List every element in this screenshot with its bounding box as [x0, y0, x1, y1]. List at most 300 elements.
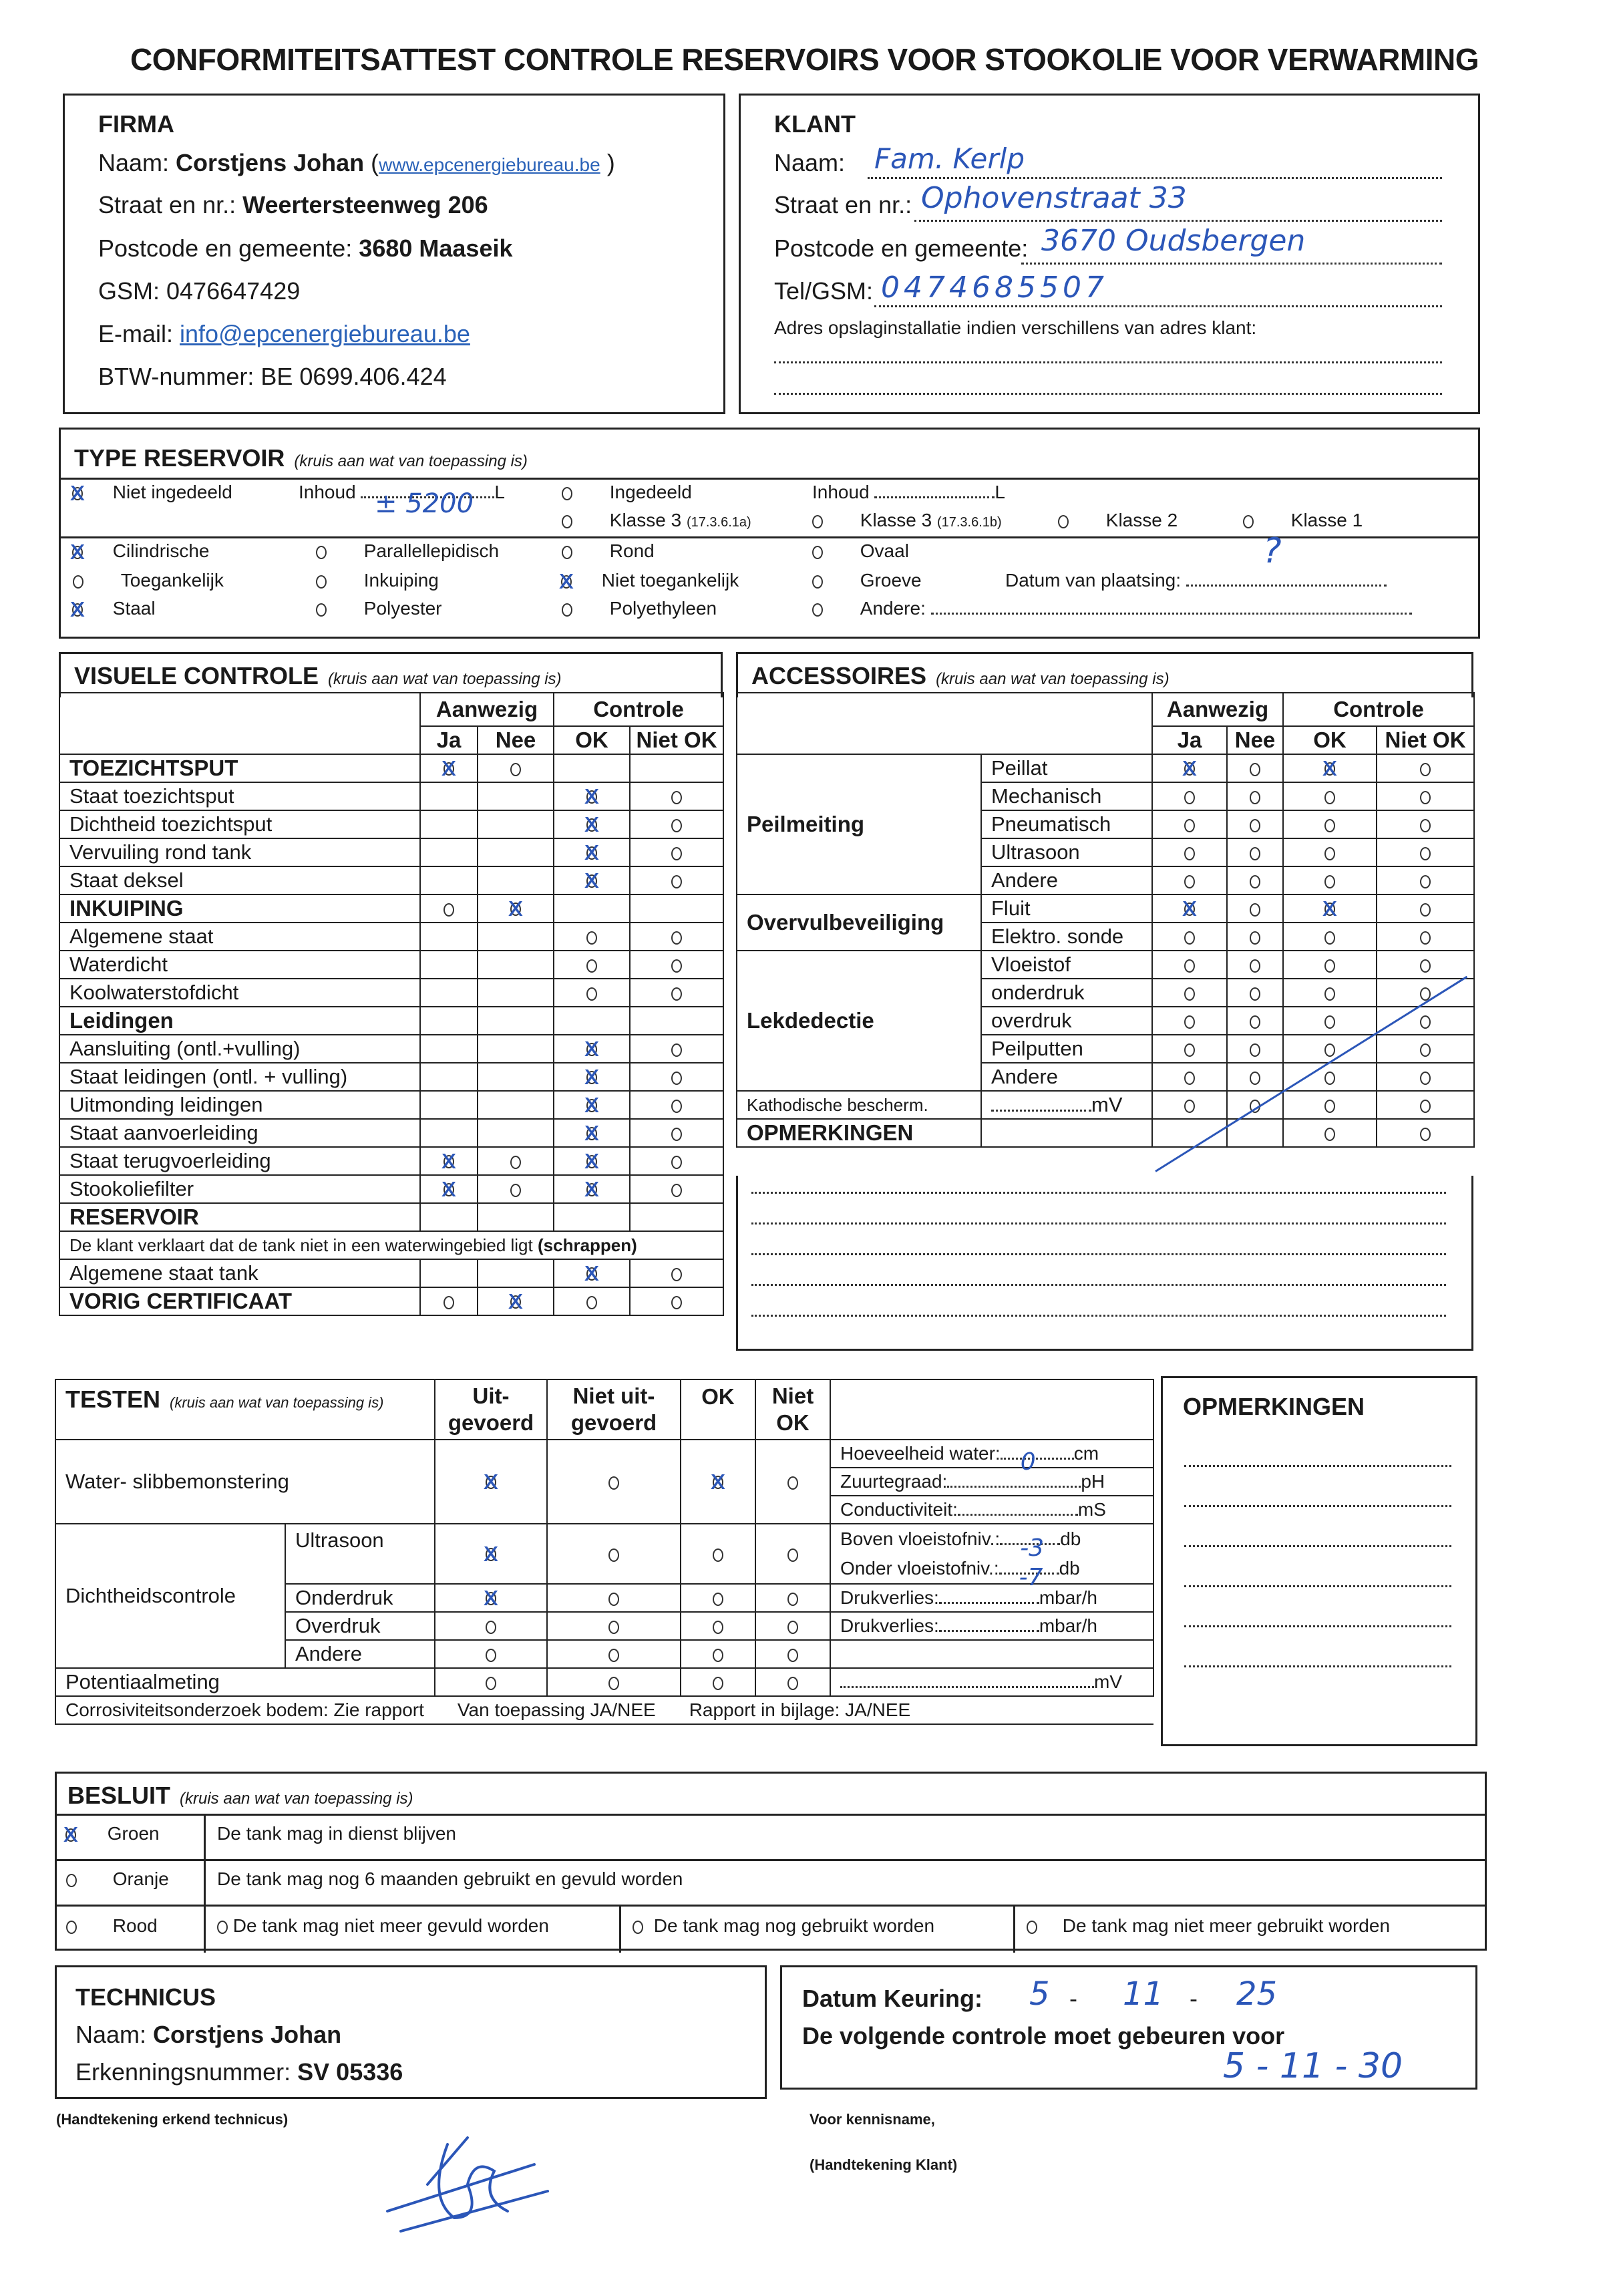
- besluit-rood-option[interactable]: Rood: [66, 1915, 158, 1937]
- uitgevoerd-checked[interactable]: x: [483, 1537, 499, 1569]
- ok-radio[interactable]: [1324, 847, 1335, 860]
- divider: [57, 1905, 1485, 1907]
- potentiaal-input[interactable]: mV: [830, 1668, 1153, 1696]
- vc-row-label: Uitmonding leidingen: [59, 1091, 420, 1119]
- niet-ok-radio[interactable]: [1420, 1043, 1431, 1057]
- acc-col-controle: Controle: [1283, 693, 1474, 726]
- nee-radio[interactable]: [1250, 1072, 1260, 1085]
- ok-radio[interactable]: [1324, 1015, 1335, 1029]
- ok-radio[interactable]: [1324, 791, 1335, 804]
- ja-radio[interactable]: [1184, 1100, 1195, 1113]
- klasse3b-option[interactable]: Klasse 3 (17.3.6.1b): [812, 510, 1002, 531]
- rood-option-3-radio[interactable]: [1027, 1921, 1037, 1934]
- acc-opmerkingen-label: OPMERKINGEN: [737, 1119, 981, 1147]
- keuring-dag[interactable]: 5: [1029, 1975, 1050, 2013]
- opmerkingen-line[interactable]: [1184, 1465, 1451, 1467]
- ja-checked[interactable]: x: [441, 752, 457, 783]
- opmerkingen-box: [1161, 1376, 1477, 1746]
- nee-radio[interactable]: [1250, 847, 1260, 860]
- klasse2-radio[interactable]: [1058, 515, 1069, 528]
- keuring-box: [780, 1965, 1477, 2090]
- ja-radio[interactable]: [1184, 1043, 1195, 1057]
- kennisname-label: Voor kennisname,: [810, 2111, 935, 2128]
- firma-email-link[interactable]: info@epcenergiebureau.be: [180, 320, 470, 347]
- uitgevoerd-radio[interactable]: [486, 1649, 496, 1662]
- cilindrische-option[interactable]: x Cilindrische: [66, 540, 210, 564]
- groen-checkbox[interactable]: x: [63, 1817, 79, 1848]
- page-title: CONFORMITEITSATTEST CONTROLE RESERVOIRS VOOR STOOKOLIE VOOR VERWARMING: [130, 42, 1479, 77]
- niet-ok-radio[interactable]: [1420, 1128, 1431, 1141]
- firma-postcode: Postcode en gemeente: 3680 Maaseik: [98, 234, 513, 262]
- ovaal-radio[interactable]: [812, 546, 823, 559]
- vc-row-label: Vervuiling rond tank: [59, 838, 420, 866]
- vc-row-label: Stookoliefilter: [59, 1175, 420, 1203]
- ja-checked[interactable]: x: [441, 1144, 457, 1176]
- niet-ok-radio[interactable]: [1420, 903, 1431, 917]
- drukverlies: Drukverlies: mbar/h: [830, 1612, 1153, 1640]
- keuring-maand[interactable]: 11: [1123, 1975, 1164, 2013]
- ok-checked[interactable]: x: [584, 808, 600, 839]
- testen-col-niet-uitgevoerd: Niet uit- gevoerd: [547, 1379, 681, 1440]
- ok-checked[interactable]: x: [584, 1144, 600, 1176]
- rond-option[interactable]: Rond: [562, 540, 655, 562]
- ja-checked[interactable]: x: [1182, 892, 1198, 923]
- ok-radio[interactable]: [1324, 1128, 1335, 1141]
- opmerkingen-line[interactable]: [751, 1315, 1446, 1317]
- opmerkingen-line[interactable]: [1184, 1505, 1451, 1507]
- ok-radio[interactable]: [1324, 987, 1335, 1001]
- besluit-groen-option[interactable]: x Groen: [59, 1823, 160, 1846]
- schrappen-link[interactable]: (schrappen): [537, 1235, 637, 1255]
- ok-checked[interactable]: x: [584, 1088, 600, 1120]
- nee-radio[interactable]: [1250, 819, 1260, 832]
- water-slibbemonstering-label: Water- slibbemonstering: [55, 1440, 435, 1524]
- testen-col-ok: OK: [681, 1379, 755, 1440]
- firma-gsm: GSM: 0476647429: [98, 277, 301, 305]
- dichtheid-row-label: Onderdruk: [285, 1584, 435, 1612]
- opmerkingen-line[interactable]: [751, 1284, 1446, 1286]
- divider: [619, 1905, 621, 1953]
- ja-radio[interactable]: [1184, 847, 1195, 860]
- niet-ok-radio[interactable]: [671, 1128, 682, 1141]
- datum-plaatsing-value: ?: [1263, 531, 1282, 571]
- table-row: [737, 1119, 1474, 1147]
- vc-row-label: Staat leidingen (ontl. + vulling): [59, 1063, 420, 1091]
- ok-checked[interactable]: x: [584, 836, 600, 867]
- klant-postcode-field[interactable]: 3670 Oudsbergen: [1041, 224, 1306, 258]
- test-value-input[interactable]: -7: [999, 1573, 1059, 1575]
- klasse1-radio[interactable]: [1243, 515, 1254, 528]
- firma-heading: FIRMA: [98, 110, 174, 138]
- test-value-input[interactable]: [939, 1630, 1039, 1632]
- niet-toegankelijk-checkbox[interactable]: x: [558, 564, 574, 595]
- datum-keuring: Datum Keuring:: [802, 1985, 982, 2012]
- niet-ok-radio[interactable]: [1420, 959, 1431, 973]
- dichtheid-row-label: Overdruk: [285, 1612, 435, 1640]
- klant-tel-line: [874, 305, 1442, 307]
- accessoires-heading: ACCESSOIRES (kruis aan wat van toepassing is): [751, 662, 1170, 689]
- ok-radio[interactable]: [1324, 1100, 1335, 1113]
- polyethyleen-radio[interactable]: [562, 603, 572, 617]
- ok-radio[interactable]: [713, 1593, 723, 1606]
- ja-radio[interactable]: [1184, 959, 1195, 973]
- uitgevoerd-checked[interactable]: x: [483, 1581, 499, 1613]
- klasse1-option[interactable]: Klasse 1: [1243, 510, 1363, 531]
- niet-uitgevoerd-radio[interactable]: [608, 1593, 619, 1606]
- nee-radio[interactable]: [1250, 987, 1260, 1001]
- besluit-heading: BESLUIT (kruis aan wat van toepassing is): [67, 1782, 413, 1809]
- polyethyleen-option[interactable]: Polyethyleen: [562, 598, 717, 619]
- acc-header-blank: [737, 693, 1152, 754]
- testen-table: [55, 1379, 1154, 1725]
- ja-radio[interactable]: [443, 903, 454, 917]
- divider: [61, 478, 1478, 480]
- table-row: [59, 951, 723, 979]
- ingedeeld-option[interactable]: Ingedeeld: [562, 482, 692, 503]
- datum-plaatsing-input[interactable]: [1186, 585, 1387, 587]
- andere-input[interactable]: [931, 613, 1412, 615]
- table-row: [59, 1287, 723, 1315]
- divider: [57, 1859, 1485, 1861]
- acc-item-label: Pneumatisch: [981, 810, 1152, 838]
- table-row: [59, 1091, 723, 1119]
- opmerkingen-line[interactable]: [751, 1222, 1446, 1224]
- vc-row-label: Dichtheid toezichtsput: [59, 810, 420, 838]
- niet-ok-radio[interactable]: [671, 791, 682, 804]
- ja-radio[interactable]: [443, 1296, 454, 1309]
- ok-radio[interactable]: [586, 959, 597, 973]
- opmerkingen-line[interactable]: [751, 1192, 1446, 1194]
- rood-option-1[interactable]: De tank mag niet meer gevuld worden: [217, 1915, 549, 1937]
- vc-row-label: Algemene staat: [59, 923, 420, 951]
- klasse3a-option[interactable]: Klasse 3 (17.3.6.1a): [562, 510, 751, 531]
- niet-ok-radio[interactable]: [671, 931, 682, 945]
- ok-radio[interactable]: [586, 987, 597, 1001]
- table-row: [59, 979, 723, 1007]
- ok-radio[interactable]: [1324, 1043, 1335, 1057]
- ok-radio[interactable]: [586, 1296, 597, 1309]
- klant-tel: Tel/GSM:: [774, 277, 874, 305]
- table-row: [59, 1035, 723, 1063]
- ok-radio[interactable]: [1324, 931, 1335, 945]
- rond-radio[interactable]: [562, 546, 572, 559]
- niet-ok-radio[interactable]: [671, 819, 682, 832]
- ovaal-option[interactable]: Ovaal: [812, 540, 909, 562]
- niet-uitgevoerd-radio[interactable]: [608, 1548, 619, 1562]
- nee-radio[interactable]: [1250, 1043, 1260, 1057]
- niet-uitgevoerd-radio[interactable]: [608, 1621, 619, 1634]
- acc-col-niet-ok: Niet OK: [1377, 726, 1474, 754]
- ingedeeld-radio[interactable]: [562, 487, 572, 500]
- groeve-radio[interactable]: [812, 575, 823, 589]
- uitgevoerd-checked[interactable]: x: [483, 1465, 499, 1496]
- klant-naam-field[interactable]: Fam. Kerlp: [874, 142, 1025, 175]
- nee-radio[interactable]: [1250, 763, 1260, 776]
- niet-ok-radio[interactable]: [671, 959, 682, 973]
- rood-option-1-radio[interactable]: [217, 1921, 228, 1934]
- acc-item-label: Ultrasoon: [981, 838, 1152, 866]
- vc-header-blank: [59, 693, 420, 754]
- niet-ingedeeld-checkbox[interactable]: x: [69, 476, 85, 507]
- opmerkingen-line[interactable]: [1184, 1625, 1451, 1627]
- andere-radio[interactable]: [812, 603, 823, 617]
- ok-radio[interactable]: [1324, 1072, 1335, 1085]
- table-row: [59, 838, 723, 866]
- groeve-option[interactable]: Groeve: [812, 570, 922, 591]
- test-value-input[interactable]: [939, 1602, 1039, 1604]
- uitgevoerd-radio[interactable]: [486, 1677, 496, 1690]
- klant-heading: KLANT: [774, 110, 856, 138]
- ok-radio[interactable]: [586, 931, 597, 945]
- technicus-signature: [374, 2118, 574, 2251]
- niet-ok-radio[interactable]: [671, 1100, 682, 1113]
- acc-item-label: Fluit: [981, 894, 1152, 923]
- table-row: [59, 894, 723, 923]
- ok-checked[interactable]: x: [584, 864, 600, 895]
- test-value-input[interactable]: [958, 1514, 1078, 1516]
- niet-ok-radio[interactable]: [787, 1677, 798, 1690]
- niet-ok-radio[interactable]: [1420, 1100, 1431, 1113]
- toegankelijk-option[interactable]: Toegankelijk: [73, 570, 224, 591]
- niet-ingedeeld-option[interactable]: x Niet ingedeeld: [66, 482, 232, 505]
- niet-ok-radio[interactable]: [671, 1072, 682, 1085]
- corrosie-row: Corrosiviteitsonderzoek bodem: Zie rapport Van toepassing JA/NEE Rapport in bijlage: JA/NEE: [55, 1696, 1153, 1724]
- acc-col-ja: Ja: [1152, 726, 1227, 754]
- niet-ok-radio[interactable]: [1420, 1072, 1431, 1085]
- oranje-radio[interactable]: [66, 1874, 77, 1887]
- niet-uitgevoerd-radio[interactable]: [608, 1476, 619, 1490]
- ja-radio[interactable]: [1184, 1015, 1195, 1029]
- nee-radio[interactable]: [510, 763, 521, 776]
- visuele-controle-box: [59, 652, 723, 697]
- rood-option-2[interactable]: De tank mag nog gebruikt worden: [633, 1915, 934, 1937]
- klant-tel-field[interactable]: 0474685507: [881, 271, 1108, 305]
- opmerkingen-line[interactable]: [751, 1253, 1446, 1255]
- klant-alt-address-line-2[interactable]: [774, 393, 1442, 395]
- niet-ok-radio[interactable]: [1420, 819, 1431, 832]
- van-toepassing[interactable]: Van toepassing JA/NEE: [457, 1699, 656, 1720]
- table-row: [59, 1259, 723, 1287]
- inkuiping-option[interactable]: Inkuiping: [316, 570, 439, 591]
- klant-alt-address-line-1[interactable]: [774, 361, 1442, 363]
- opmerkingen-line[interactable]: [1184, 1545, 1451, 1547]
- firma-btw: BTW-nummer: BE 0699.406.424: [98, 363, 447, 390]
- nee-checked[interactable]: x: [508, 1285, 524, 1316]
- klant-box: [739, 94, 1480, 414]
- parallellepidisch-radio[interactable]: [316, 546, 327, 559]
- vc-col-aanwezig: Aanwezig: [420, 693, 554, 726]
- klant-alt-address-label: Adres opslaginstallatie indien verschillens van adres klant:: [774, 317, 1257, 338]
- niet-ok-radio[interactable]: [1420, 763, 1431, 776]
- technicus-box: [55, 1965, 767, 2099]
- nee-radio[interactable]: [1250, 1015, 1260, 1029]
- table-row: [737, 1091, 1474, 1119]
- opmerkingen-line[interactable]: [1184, 1665, 1451, 1667]
- kathodisch-input[interactable]: mV: [981, 1091, 1152, 1119]
- ja-radio[interactable]: [1184, 875, 1195, 888]
- klant-straat-line: [914, 220, 1442, 222]
- andere-option[interactable]: Andere:: [812, 598, 1412, 619]
- ok-checked[interactable]: x: [584, 1032, 600, 1063]
- opmerkingen-line[interactable]: [1184, 1585, 1451, 1587]
- parallellepidisch-option[interactable]: Parallellepidisch: [316, 540, 499, 562]
- conductiviteit: Conductiviteit: mS: [830, 1496, 1153, 1524]
- niet-ok-radio[interactable]: [787, 1548, 798, 1562]
- niet-ok-radio[interactable]: [1420, 875, 1431, 888]
- acc-item-label: Mechanisch: [981, 782, 1152, 810]
- rapport-bijlage[interactable]: Rapport in bijlage: JA/NEE: [689, 1699, 911, 1720]
- niet-ok-radio[interactable]: [1420, 791, 1431, 804]
- niet-ok-radio[interactable]: [671, 875, 682, 888]
- ok-radio[interactable]: [713, 1621, 723, 1634]
- nee-radio[interactable]: [1250, 959, 1260, 973]
- ok-radio[interactable]: [713, 1677, 723, 1690]
- ok-radio[interactable]: [1324, 875, 1335, 888]
- testen-col-uitgevoerd: Uit- gevoerd: [435, 1379, 547, 1440]
- ok-radio[interactable]: [1324, 959, 1335, 973]
- firma-email: E-mail: info@epcenergiebureau.be: [98, 320, 470, 347]
- niet-uitgevoerd-radio[interactable]: [608, 1677, 619, 1690]
- accessoires-opmerkingen-area: [736, 1176, 1473, 1351]
- table-row: [737, 754, 1474, 782]
- ok-checked[interactable]: x: [1322, 892, 1338, 923]
- test-value-input[interactable]: 0: [1001, 1458, 1074, 1460]
- niet-ok-radio[interactable]: [787, 1649, 798, 1662]
- accessoires-table: [736, 692, 1475, 1148]
- niet-ok-radio[interactable]: [1420, 1015, 1431, 1029]
- acc-item-label: Vloeistof: [981, 951, 1152, 979]
- niet-ok-radio[interactable]: [671, 1268, 682, 1281]
- firma-box: [63, 94, 725, 414]
- vc-row-label: Staat terugvoerleiding: [59, 1147, 420, 1175]
- niet-ok-radio[interactable]: [671, 1184, 682, 1197]
- rood-option-3[interactable]: De tank mag niet meer gebruikt worden: [1027, 1915, 1390, 1937]
- inhoud2-field: Inhoud L: [812, 482, 1005, 502]
- nee-radio[interactable]: [1250, 791, 1260, 804]
- table-row: [55, 1524, 1153, 1584]
- ja-checked[interactable]: x: [441, 1172, 457, 1204]
- inkuiping-radio[interactable]: [316, 575, 327, 589]
- toegankelijk-radio[interactable]: [73, 575, 83, 589]
- ok-radio[interactable]: [713, 1649, 723, 1662]
- ok-radio[interactable]: [713, 1548, 723, 1562]
- acc-item-label: Andere: [981, 866, 1152, 894]
- acc-group-label: Lekdedectie: [737, 951, 981, 1091]
- staal-option[interactable]: x Staal: [66, 598, 156, 621]
- ok-checked[interactable]: x: [1322, 752, 1338, 783]
- drukverlies: Drukverlies: mbar/h: [830, 1584, 1153, 1612]
- niet-toegankelijk-option[interactable]: x Niet toegankelijk: [555, 570, 739, 593]
- keuring-jaar[interactable]: 25: [1236, 1975, 1278, 2013]
- table-row: [59, 1063, 723, 1091]
- opmerkingen-heading: OPMERKINGEN: [1183, 1393, 1365, 1420]
- testen-heading: TESTEN (kruis aan wat van toepassing is): [55, 1379, 435, 1440]
- vc-row-label: Waterdicht: [59, 951, 420, 979]
- ok-checked[interactable]: x: [584, 1116, 600, 1148]
- volgende-controle-label: De volgende controle moet gebeuren voor: [802, 2022, 1285, 2049]
- nee-radio[interactable]: [510, 1184, 521, 1197]
- waterwingebied-statement: De klant verklaart dat de tank niet in een waterwingebied ligt (schrappen): [59, 1231, 723, 1259]
- ja-checked[interactable]: x: [1182, 752, 1198, 783]
- niet-ok-radio[interactable]: [671, 987, 682, 1001]
- klasse2-option[interactable]: Klasse 2: [1058, 510, 1178, 531]
- ok-checked[interactable]: x: [584, 1060, 600, 1092]
- ok-checked[interactable]: x: [584, 780, 600, 811]
- niet-ok-radio[interactable]: [671, 1043, 682, 1057]
- cilindrische-checkbox[interactable]: x: [69, 534, 85, 566]
- besluit-oranje-option[interactable]: Oranje: [66, 1868, 169, 1890]
- nee-radio[interactable]: [1250, 903, 1260, 917]
- klant-postcode: Postcode en gemeente:: [774, 234, 1029, 262]
- vc-col-ok: OK: [554, 726, 630, 754]
- niet-ok-radio[interactable]: [671, 1296, 682, 1309]
- acc-group-label: Peilmeiting: [737, 754, 981, 894]
- acc-col-ok: OK: [1283, 726, 1377, 754]
- ok-checked[interactable]: x: [584, 1172, 600, 1204]
- polyester-radio[interactable]: [316, 603, 327, 617]
- niet-ok-radio[interactable]: [787, 1593, 798, 1606]
- acc-item-label: Andere: [981, 1063, 1152, 1091]
- inhoud-value[interactable]: ± 5200: [375, 488, 474, 519]
- table-row: [59, 1007, 723, 1035]
- klasse3a-radio[interactable]: [562, 515, 572, 528]
- ok-radio[interactable]: [1324, 819, 1335, 832]
- vc-row-label: Aansluiting (ontl.+vulling): [59, 1035, 420, 1063]
- acc-col-aanwezig: Aanwezig: [1152, 693, 1283, 726]
- klasse3b-radio[interactable]: [812, 515, 823, 528]
- technicus-heading: TECHNICUS: [75, 1983, 216, 2011]
- staal-checkbox[interactable]: x: [69, 592, 85, 623]
- nee-radio[interactable]: [1250, 931, 1260, 945]
- vc-row-label: Staat deksel: [59, 866, 420, 894]
- niet-ok-radio[interactable]: [1420, 931, 1431, 945]
- niet-ok-radio[interactable]: [787, 1476, 798, 1490]
- table-row: [55, 1696, 1153, 1724]
- test-value-input[interactable]: [947, 1486, 1081, 1488]
- rood-radio[interactable]: [66, 1921, 77, 1934]
- klant-straat-field[interactable]: Ophovenstraat 33: [921, 181, 1187, 215]
- test-value-input[interactable]: -3: [1000, 1543, 1060, 1545]
- volgende-controle-value[interactable]: 5 - 11 - 30: [1223, 2046, 1403, 2086]
- ja-radio[interactable]: [1184, 987, 1195, 1001]
- niet-uitgevoerd-radio[interactable]: [608, 1649, 619, 1662]
- divider: [1013, 1905, 1015, 1953]
- dichtheid-row-label: Andere: [285, 1640, 435, 1668]
- ja-radio[interactable]: [1184, 1072, 1195, 1085]
- niet-ok-radio[interactable]: [1420, 847, 1431, 860]
- niet-ok-radio[interactable]: [671, 1156, 682, 1169]
- table-row: [59, 866, 723, 894]
- firma-naam: Naam: Corstjens Johan (www.epcenergiebureau.be ): [98, 149, 615, 176]
- ok-checked[interactable]: x: [710, 1465, 726, 1496]
- type-reservoir-box: [59, 428, 1480, 639]
- nee-checked[interactable]: x: [508, 892, 524, 923]
- niet-ok-radio[interactable]: [671, 847, 682, 860]
- klant-straat: Straat en nr.:: [774, 191, 912, 218]
- uitgevoerd-radio[interactable]: [486, 1621, 496, 1634]
- nee-radio[interactable]: [510, 1156, 521, 1169]
- rood-option-2-radio[interactable]: [633, 1921, 643, 1934]
- ja-radio[interactable]: [1184, 791, 1195, 804]
- ja-radio[interactable]: [1184, 931, 1195, 945]
- table-row: [59, 1231, 723, 1259]
- nee-radio[interactable]: [1250, 875, 1260, 888]
- ja-radio[interactable]: [1184, 819, 1195, 832]
- firma-website-link[interactable]: www.epcenergiebureau.be: [379, 154, 600, 175]
- polyester-option[interactable]: Polyester: [316, 598, 442, 619]
- niet-ok-radio[interactable]: [787, 1621, 798, 1634]
- ok-checked[interactable]: x: [584, 1257, 600, 1288]
